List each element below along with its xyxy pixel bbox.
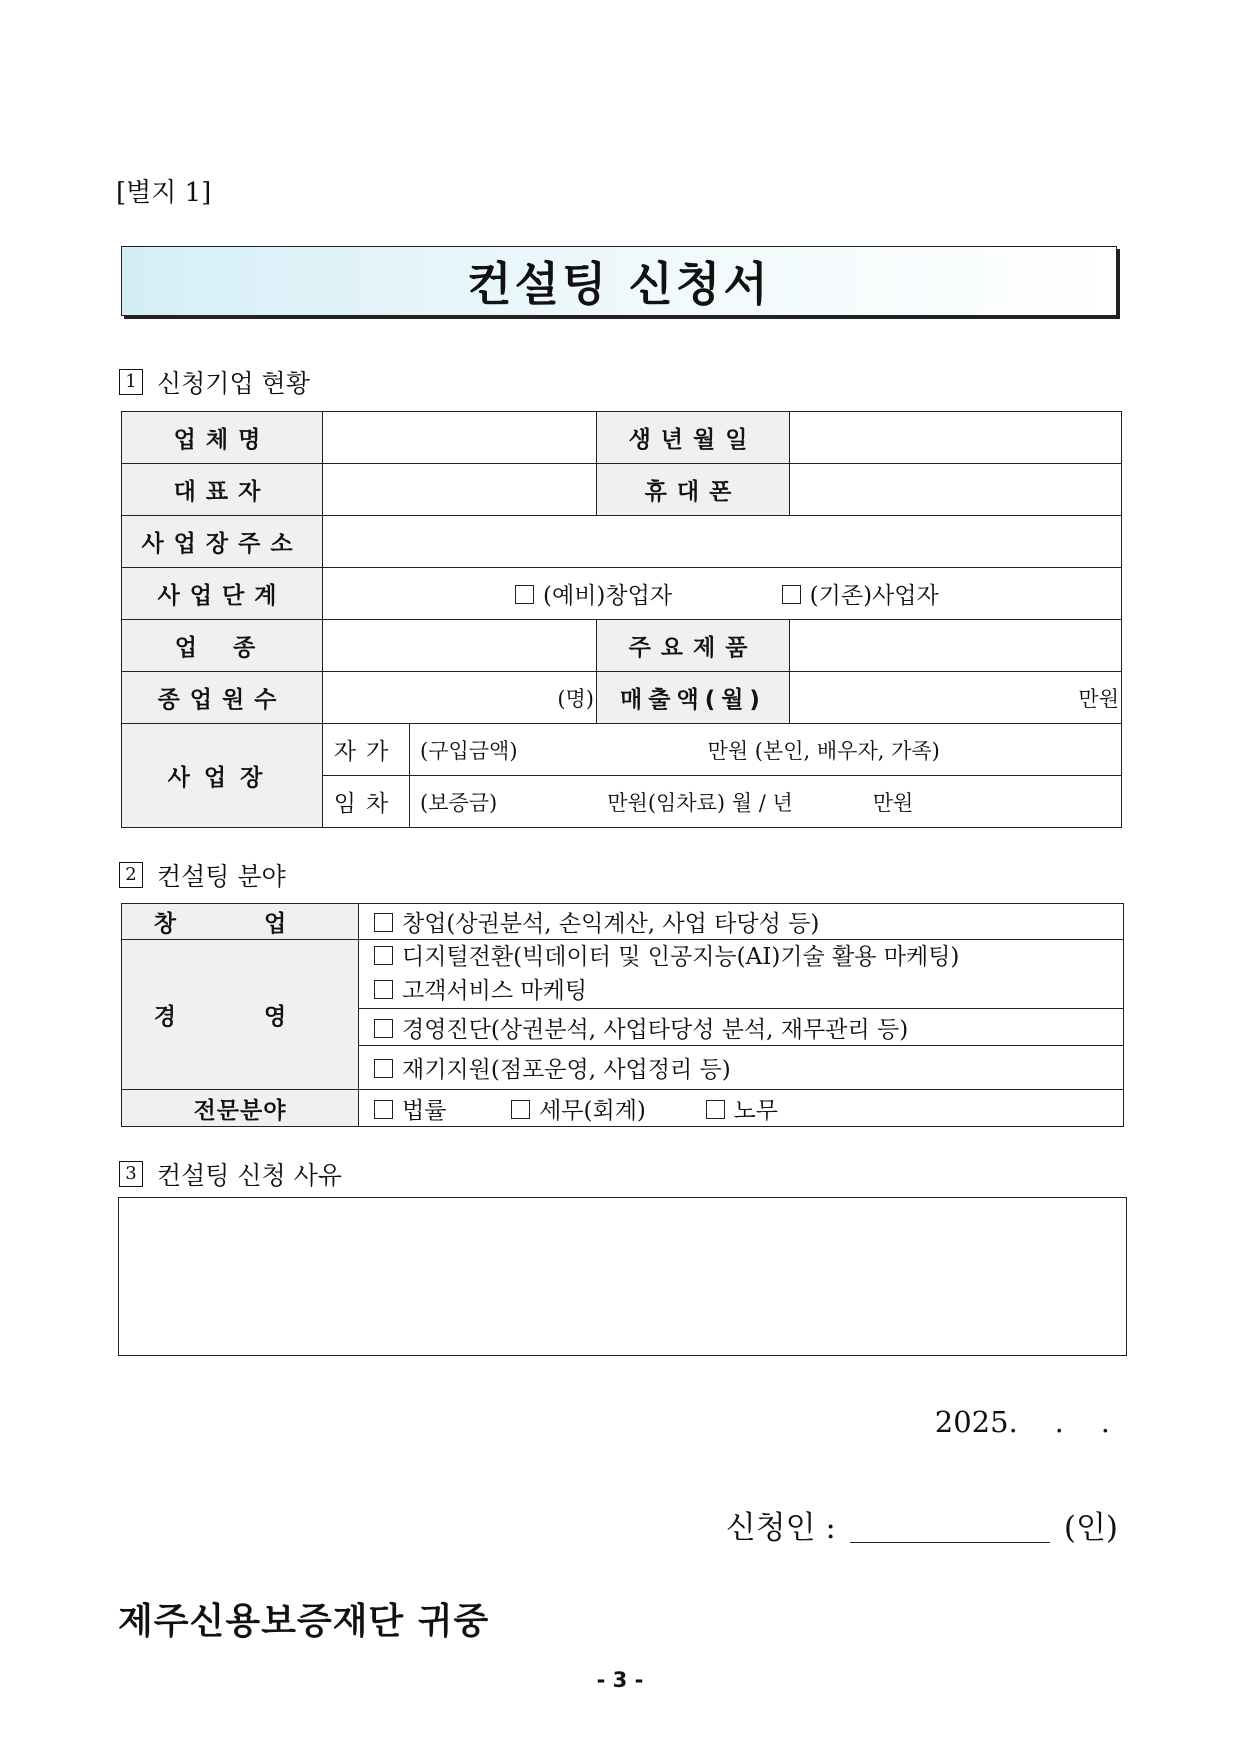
section-number: 1 — [119, 369, 143, 395]
application-date: 2025. . . — [934, 1405, 1110, 1439]
form-title: 컨설팅 신청서 — [467, 257, 771, 311]
page-number: - 3 - — [596, 1668, 644, 1692]
sales-unit: 만원 — [1078, 686, 1119, 711]
business-name-label: 업체명 — [122, 412, 323, 464]
form-title-box — [121, 246, 1117, 316]
seal-label: (인) — [1063, 1510, 1118, 1546]
applicant-name-field[interactable] — [850, 1512, 1050, 1543]
rented-label: 임차 — [323, 776, 410, 828]
section-title: 컨설팅 신청 사유 — [157, 1161, 342, 1190]
stage-options — [323, 568, 1122, 620]
birth-date-field[interactable] — [790, 412, 1122, 464]
startup-option[interactable]: 창업(상권분석, 손익계산, 사업 타당성 등) — [359, 904, 1124, 940]
deposit-label: (보증금) — [420, 790, 498, 815]
checkbox-icon — [374, 913, 393, 932]
legal-option[interactable]: 법률 — [374, 1098, 446, 1124]
recovery-support-option[interactable]: 재기지원(점포운영, 사업정리 등) — [359, 1046, 1124, 1090]
annex-label: [별지 1] — [116, 178, 212, 208]
expert-options — [359, 1090, 1124, 1127]
address-field[interactable] — [323, 516, 1122, 568]
employees-unit: (명) — [557, 686, 594, 711]
checkbox-icon — [374, 946, 393, 965]
management-diagnosis-option[interactable]: 경영진단(상권분석, 사업타당성 분석, 재무관리 등) — [359, 1009, 1124, 1046]
rent-unit: 만원 — [872, 790, 914, 815]
management-label: 경 영 — [122, 940, 359, 1090]
startup-label: 창 업 — [122, 904, 359, 940]
section-1-heading — [119, 364, 310, 400]
checkbox-icon — [374, 1019, 393, 1038]
representative-field[interactable] — [323, 464, 597, 516]
industry-field[interactable] — [323, 620, 597, 672]
section-title: 컨설팅 분야 — [157, 862, 286, 891]
checkbox-icon — [706, 1100, 725, 1119]
sales-label: 매출액(월) — [597, 672, 790, 724]
main-product-field[interactable] — [790, 620, 1122, 672]
applicant-label: 신청인 : — [725, 1510, 836, 1546]
industry-label: 업 종 — [122, 620, 323, 672]
employees-label: 종업원수 — [122, 672, 323, 724]
digital-transformation-option[interactable]: 디지털전환(빅데이터 및 인공지능(AI)기술 활용 마케팅) — [374, 940, 1123, 974]
owned-unit-text: 만원 (본인, 배우자, 가족) — [707, 738, 940, 763]
mobile-field[interactable] — [790, 464, 1122, 516]
company-info-table — [121, 411, 1122, 828]
section-number: 2 — [119, 862, 143, 888]
customer-service-option[interactable]: 고객서비스 마케팅 — [374, 974, 1123, 1008]
main-product-label: 주요제품 — [597, 620, 790, 672]
owned-field[interactable] — [410, 724, 1122, 776]
section-number: 3 — [119, 1161, 143, 1187]
reason-textarea[interactable] — [118, 1197, 1127, 1356]
checkbox-icon — [374, 1059, 393, 1078]
section-title: 신청기업 현황 — [157, 369, 310, 398]
business-name-field[interactable] — [323, 412, 597, 464]
birth-date-label: 생년월일 — [597, 412, 790, 464]
checkbox-icon — [515, 585, 534, 604]
checkbox-icon — [374, 1100, 393, 1119]
representative-label: 대표자 — [122, 464, 323, 516]
management-options-group — [359, 940, 1124, 1009]
rent-text: 만원(임차료) 월 / 년 — [607, 790, 793, 815]
owned-label: 자가 — [323, 724, 410, 776]
applicant-signature-row — [726, 1502, 1118, 1547]
expert-label: 전문분야 — [122, 1090, 359, 1127]
mobile-label: 휴대폰 — [597, 464, 790, 516]
stage-checkbox-existing[interactable]: (기존)사업자 — [782, 583, 939, 609]
address-label: 사업장주소 — [122, 516, 323, 568]
workplace-label: 사업장 — [122, 724, 323, 828]
tax-option[interactable]: 세무(회계) — [511, 1098, 646, 1124]
rented-field[interactable] — [410, 776, 1122, 828]
stage-label: 사업단계 — [122, 568, 323, 620]
owned-price-label: (구입금액) — [420, 738, 518, 763]
section-3-heading — [119, 1156, 342, 1192]
stage-checkbox-startup[interactable]: (예비)창업자 — [515, 583, 672, 609]
labor-option[interactable]: 노무 — [706, 1098, 778, 1124]
consulting-field-table — [121, 903, 1124, 1127]
checkbox-icon — [374, 980, 393, 999]
checkbox-icon — [782, 585, 801, 604]
employees-field[interactable] — [323, 672, 597, 724]
checkbox-icon — [511, 1100, 530, 1119]
recipient: 제주신용보증재단 귀중 — [118, 1601, 490, 1642]
sales-field[interactable] — [790, 672, 1122, 724]
section-2-heading — [119, 857, 286, 893]
